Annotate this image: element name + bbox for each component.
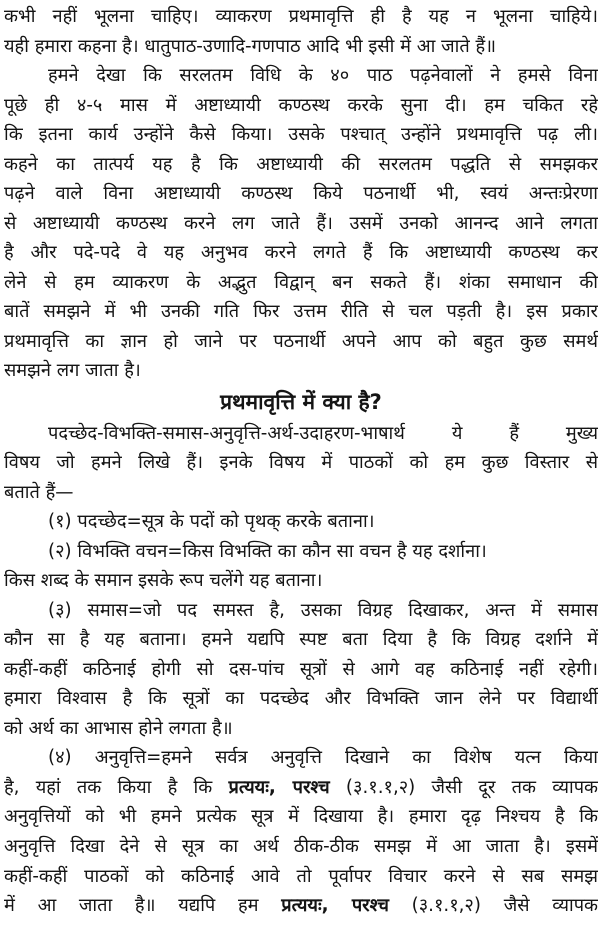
list-item: (४) अनुवृत्ति=हमने सर्वत्र अनुवृत्ति दिखाने का विशेष यत्न किया bbox=[48, 747, 598, 769]
section-heading: प्रथमावृत्ति में क्या है? bbox=[220, 390, 382, 414]
paragraph-line: पढ़ने वाले विना अष्टाध्यायी कण्ठस्थ किये पठनार्थी भी, स्वयं अन्तःप्रेरणा bbox=[4, 183, 598, 205]
text-run: (३.१.१,२) जैसी दूर तक व्यापक bbox=[329, 776, 598, 798]
paragraph-line: अनुवृत्तियों को भी हमने प्रत्येक सूत्र में दिखाया है। हमारा दृढ़ निश्चय है कि bbox=[4, 806, 598, 828]
paragraph-line: बातें समझने में भी उनकी गति फिर उत्तम रीति से चल पड़ती है। इस प्रकार bbox=[4, 301, 598, 323]
paragraph-line: है और पदे-पदे वे यह अनुभव करने लगते हैं कि अष्टाध्यायी कण्ठस्थ कर bbox=[4, 242, 598, 264]
paragraph-line: कहीं-कहीं कठिनाई होगी सो दस-पांच सूत्रों से आगे वह कठिनाई नहीं रहेगी। bbox=[4, 658, 598, 680]
sutra-reference: प्रत्ययः, परश्च bbox=[281, 895, 389, 916]
paragraph-line: पूछे ही ४-५ मास में अष्टाध्यायी कण्ठस्थ करके सुना दी। हम चकित रहे bbox=[4, 94, 598, 116]
list-item: (३) समास=जो पद समस्त है, उसका विग्रह दिखाकर, अन्त में समास bbox=[48, 599, 598, 621]
paragraph-line: कहीं-कहीं पाठकों को कठिनाई आवे तो पूर्वापर विचार करने से सब समझ bbox=[4, 865, 598, 887]
paragraph-line bbox=[4, 773, 598, 803]
paragraph-line: हमने देखा कि सरलतम विधि के ४० पाठ पढ़नेवालों ने हमसे विना bbox=[48, 65, 598, 87]
paragraph-line: प्रथमावृत्ति का ज्ञान हो जाने पर पठनार्थी अपने आप को बहुत कुछ समर्थ bbox=[4, 330, 598, 352]
paragraph-line: कि इतना कार्य उन्होंने कैसे किया। उसके पश्चात् उन्होंने प्रथमावृत्ति पढ़ ली। bbox=[4, 124, 598, 146]
paragraph-line: पदच्छेद-विभक्ति-समास-अनुवृत्ति-अर्थ-उदाहरण-भाषार्थ ये हैं मुख्य bbox=[48, 422, 598, 444]
paragraph-line: हमारा विश्वास है कि सूत्रों का पदच्छेद और विभक्ति जान लेने पर विद्यार्थी bbox=[4, 688, 598, 710]
paragraph-line: कभी नहीं भूलना चाहिए। व्याकरण प्रथमावृत्ति ही है यह न भूलना चाहिये। bbox=[4, 6, 598, 27]
list-item: (२) विभक्ति वचन=किस विभक्ति का कौन सा वचन है यह दर्शाना। bbox=[48, 540, 487, 562]
text-run: में आ जाता है॥ यद्यपि हम bbox=[4, 895, 282, 916]
paragraph-line bbox=[4, 891, 598, 921]
sutra-reference: प्रत्ययः, परश्च bbox=[228, 776, 330, 798]
paragraph-line: अनुवृत्ति दिखा देने से सूत्र का अर्थ ठीक-ठीक समझ में आ जाता है। इसमें bbox=[4, 836, 598, 857]
book-page bbox=[4, 0, 598, 931]
paragraph-line: लेने से हम व्याकरण के अद्भुत विद्वान् बन सकते हैं। शंका समाधान की bbox=[4, 271, 598, 293]
paragraph-line: बताते हैं— bbox=[4, 481, 74, 503]
paragraph-line: को अर्थ का आभास होने लगता है॥ bbox=[4, 717, 233, 739]
paragraph-line: समझने लग जाता है। bbox=[4, 360, 141, 382]
paragraph-line: यही हमारा कहना है। धातुपाठ-उणादि-गणपाठ आदि भी इसी में आ जाते हैं॥ bbox=[4, 35, 497, 57]
paragraph-line: कौन सा है यह बताना। हमने यद्यपि स्पष्ट बता दिया है कि विग्रह दर्शाने में bbox=[4, 629, 598, 651]
paragraph-line: विषय जो हमने लिखे हैं। इनके विषय में पाठकों को हम कुछ विस्तार से bbox=[4, 452, 598, 473]
text-run: (३.१.१,२) जैसे व्यापक bbox=[388, 895, 598, 916]
paragraph-line: किस शब्द के समान इसके रूप चलेंगे यह बताना। bbox=[4, 570, 323, 592]
paragraph-line: से अष्टाध्यायी कण्ठस्थ करने लग जाते हैं। उसमें उनको आनन्द आने लगता bbox=[4, 212, 598, 234]
paragraph-line: कहने का तात्पर्य यह है कि अष्टाध्यायी की सरलतम पद्धति से समझकर bbox=[4, 153, 598, 175]
list-item: (१) पदच्छेद=सूत्र के पदों को पृथक् करके बताना। bbox=[48, 511, 375, 533]
text-run: है, यहां तक किया है कि bbox=[4, 776, 229, 798]
